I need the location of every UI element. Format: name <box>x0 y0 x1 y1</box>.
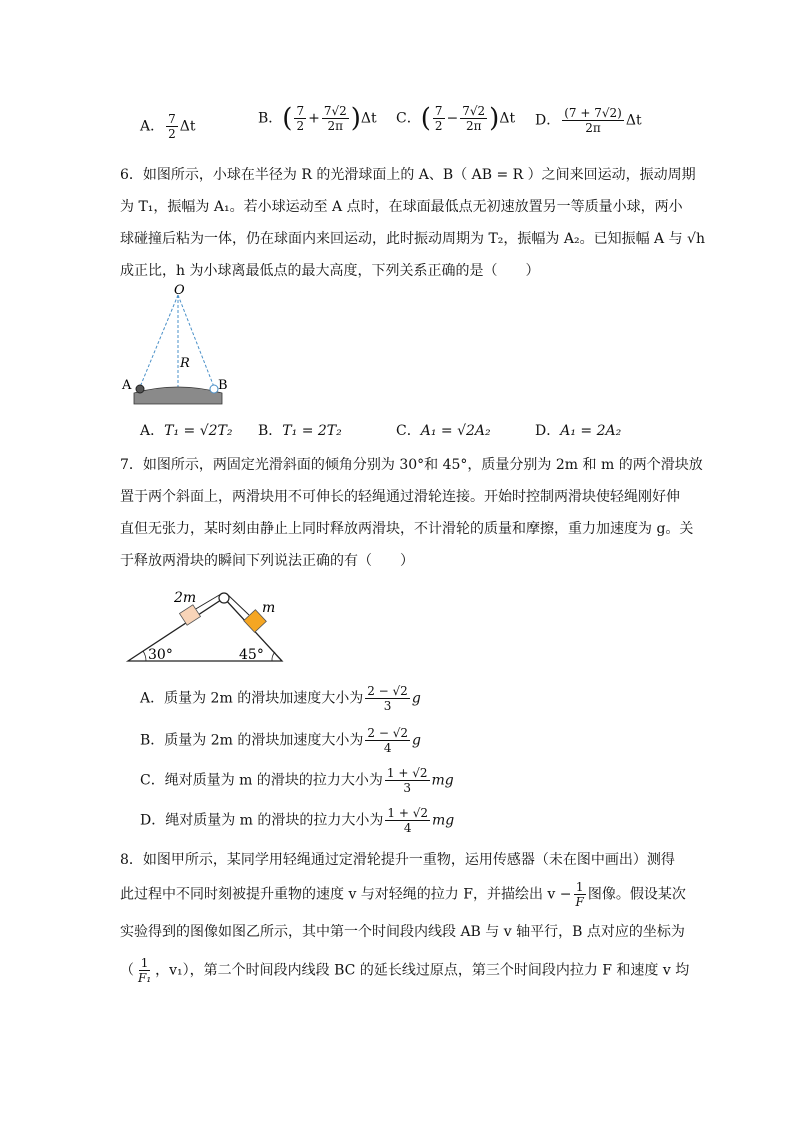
q8-line-3: 实验得到的图像如图乙所示，其中第一个时间段内线段 AB 与 v 轴平行，B 点对应的坐标为 <box>120 924 685 940</box>
q6-line-1: 6．如图所示，小球在半径为 R 的光滑球面上的 A、B（ AB = R ）之间来回运动，振动周期 <box>120 167 696 183</box>
q7-label-30: 30° <box>148 647 173 663</box>
q7-option-a: A．质量为 2m 的滑块加速度大小为 $\frac{2 - √2}{3}$ g <box>140 684 421 713</box>
q6-line-oa <box>140 295 178 387</box>
q6-line-3: 球碰撞后粘为一体，仍在球面内来回运动，此时振动周期为 T₂，振幅为 A₂。已知振幅 A 与 √h <box>120 231 705 247</box>
q6-line-2: 为 T₁，振幅为 A₁。若小球运动至 A 点时，在球面最低点无初速放置另一等质量小球，两小 <box>120 199 683 215</box>
q8-line-2: 此过程中不同时刻被提升重物的速度 v 与对轻绳的拉力 F，并描绘出 v − $\frac{1}{F}$ 图像。假设某次 <box>120 880 686 909</box>
q6-ball-b <box>210 385 218 393</box>
q8-line-1: 8．如图甲所示，某同学用轻绳通过定滑轮提升一重物，运用传感器（未在图中画出）测得 <box>120 852 675 868</box>
q6-label-o: O <box>174 283 185 298</box>
q7-label-2m: 2m <box>174 590 197 606</box>
q7-label-m: m <box>262 600 276 616</box>
q7-figure <box>124 582 286 666</box>
q6-figure <box>118 283 228 408</box>
q6-line-4: 成正比，h 为小球离最低点的最大高度，下列关系正确的是（ ） <box>120 263 540 279</box>
q5-option-b: B．( $\frac{7}{2}$ + $\frac{7√2}{2\pi}$ )Δt <box>258 103 377 134</box>
q7-line-2: 置于两个斜面上，两滑块用不可伸长的轻绳通过滑轮连接。开始时控制两滑块使轻绳刚好伸 <box>120 489 680 505</box>
q6-ball-a <box>136 385 144 393</box>
q7-line-1: 7．如图所示，两固定光滑斜面的倾角分别为 30°和 45°，质量分别为 2m 和 m 的两个滑块放 <box>120 457 703 473</box>
q7-option-b: B．质量为 2m 的滑块加速度大小为 $\frac{2 - √2}{4}$ g <box>140 726 421 755</box>
q7-option-c: C．绳对质量为 m 的滑块的拉力大小为 $\frac{1 + √2}{3}$ mg <box>140 766 454 795</box>
q6-bowl <box>134 387 222 404</box>
q7-label-45: 45° <box>239 647 264 663</box>
q6-label-r: R <box>180 356 190 371</box>
q6-label-a: A <box>122 378 132 393</box>
q5-option-d: D． $\frac{(7 + 7√2)}{2\pi}$ Δt <box>535 106 642 135</box>
q6-option-a: A．T₁ = √2T₂ <box>140 423 233 439</box>
q6-option-c: C．A₁ = √2A₂ <box>396 423 491 439</box>
q7-line-4: 于释放两滑块的瞬间下列说法正确的有（ ） <box>120 553 414 569</box>
q6-option-b: B．T₁ = 2T₂ <box>258 423 342 439</box>
q6-option-d: D．A₁ = 2A₂ <box>535 423 622 439</box>
q6-line-ob <box>178 295 214 387</box>
q5-option-a: A． $\frac{7}{2}$ Δt <box>140 112 196 141</box>
q6-label-b: B <box>218 378 228 393</box>
q7-option-d: D．绳对质量为 m 的滑块的拉力大小为 $\frac{1 + √2}{4}$ mg <box>140 806 455 835</box>
q5-option-c: C．( $\frac{7}{2}$ − $\frac{7√2}{2\pi}$ )Δt <box>396 103 516 134</box>
q8-line-4: （ $\frac{1}{\text{F₁}}$ ，v₁），第二个时间段内线段 BC 的延长线过原点，第三个时间段内拉力 F 和速度 v 均 <box>120 956 690 985</box>
q7-line-3: 直但无张力，某时刻由静止上同时释放两滑块，不计滑轮的质量和摩擦，重力加速度为 g。关 <box>120 521 694 537</box>
